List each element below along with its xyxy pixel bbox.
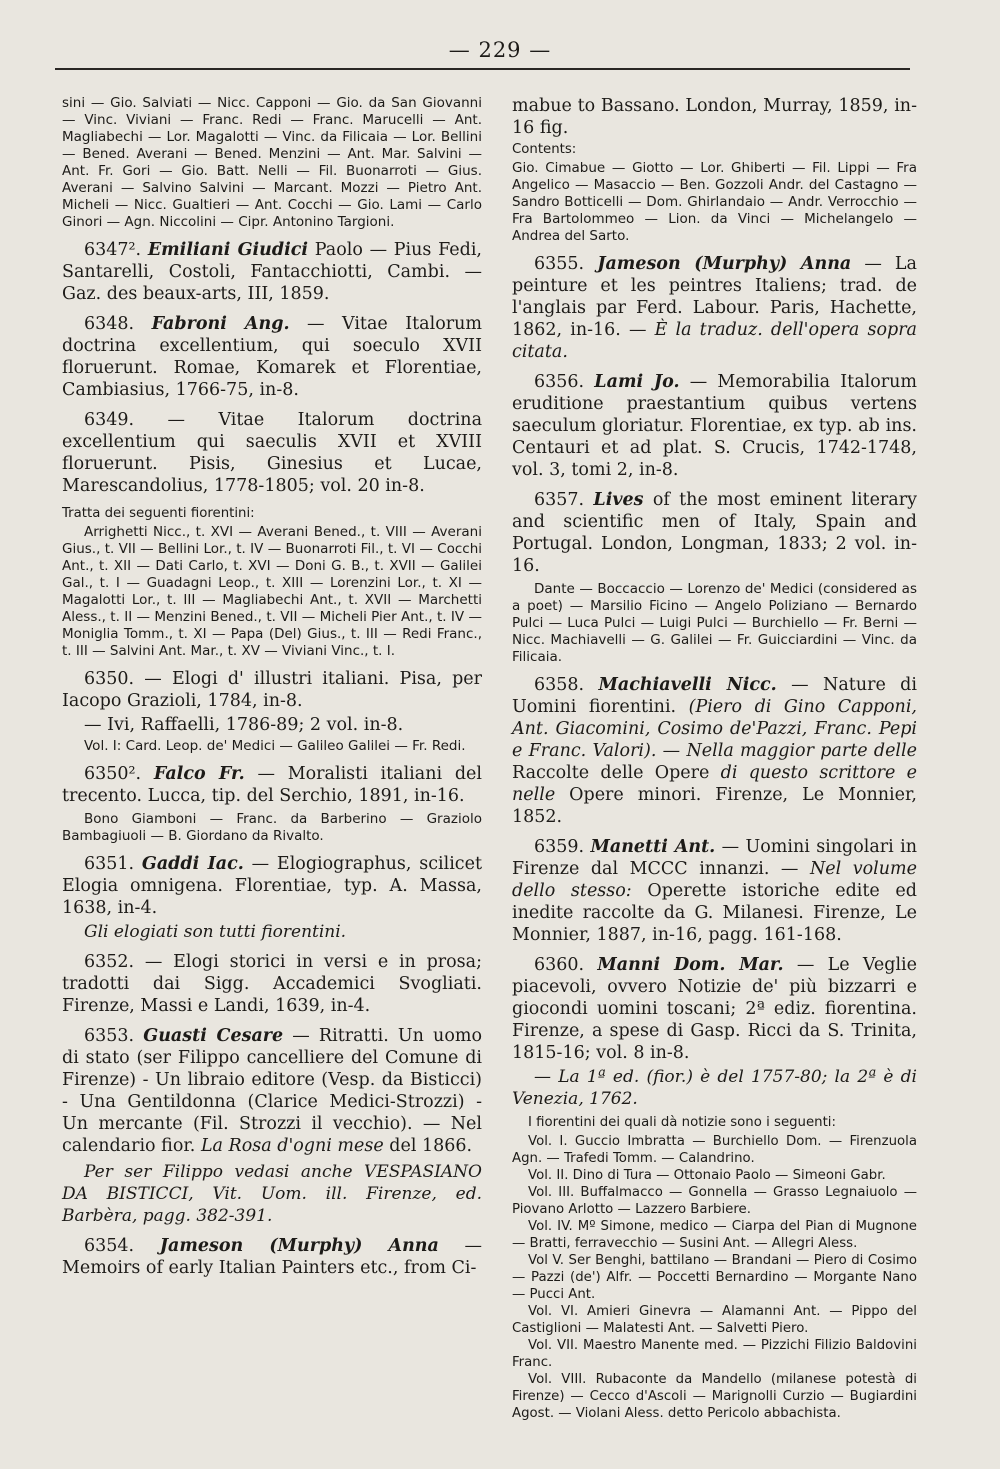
- entry-note: Gli elogiati son tutti fiorentini.: [84, 922, 347, 942]
- entry-italic: Nel volume dello stesso:: [512, 859, 917, 901]
- entry-number: 6360.: [534, 955, 585, 975]
- entry-text: — Elogiographus, scilicet Elogia omnigena. Florentiae, typ. A. Massa, 1638, in-4.: [62, 854, 482, 918]
- entry-text: — La peinture et les peintres Italiens; trad. de l'anglais par Ferd. Labour. Paris, Hachette, 1862, in-16. —: [512, 254, 917, 340]
- volume-item: Vol. III. Buffalmacco — Gonnella — Grasso Legnaiuolo — Piovano Arlotto — Lazzero Barbiere.: [512, 1185, 917, 1217]
- entry-6350-2: [62, 763, 482, 807]
- entry-number: 6354.: [84, 1236, 135, 1256]
- entry-note-heading: Contents:: [512, 142, 577, 157]
- volume-item: Vol. IV. Mº Simone, medico — Ciarpa del Pian di Mugnone — Bratti, ferravecchio — Susini Ant. — Allegri Aless.: [512, 1219, 917, 1251]
- volume-item: Vol. VIII. Rubaconte da Mandello (milanese potestà di Firenze) — Cecco d'Ascoli — Marignolli Curzio — Bugiardini Agost. — Violani Aless. detto Pericolo abbachista.: [512, 1372, 917, 1421]
- entry-italic: È la traduz. dell'opera sopra citata.: [512, 320, 917, 362]
- entry-number: 6351.: [84, 854, 135, 874]
- entry-text: — Le Veglie piacevoli, ovvero Notizie de' più bizzarri e giocondi uomini toscani; 2ª ediz. fiorentina. Firenze, a spese di Gasp. Ricci da S. Trinita, 1815-16; vol. 8 in-8.: [512, 955, 917, 1063]
- entry-number: 6353.: [84, 1026, 135, 1046]
- entry-italic: La Rosa d'ogni mese: [200, 1136, 384, 1156]
- entry-author: Lami Jo.: [594, 372, 680, 392]
- entry-text: — Ritratti. Un uomo di stato (ser Filippo cancelliere del Comune di Firenze) - Un libraio editore (Vesp. da Bisticci) - Una Gentildonna (Clarice Medici-Strozzi) - Un mercante (Fil. Strozzi il vecchio). — Nel calendario fior.: [62, 1026, 482, 1156]
- volume-item: Vol V. Ser Benghi, battilano — Brandani — Piero di Cosimo — Pazzi (de') Alfr. — Poccetti Bernardino — Morgante Nano — Pucci Ant.: [512, 1253, 917, 1302]
- entry-note-list: Arrighetti Nicc., t. XVI — Averani Bened., t. VIII — Averani Gius., t. VII — Bellini Lor., t. IV — Buonarroti Fil., t. VI — Cocchi Ant., t. XII — Dati Carlo, t. XVI — Doni G. B., t. XVII — Galilei Gal., t. I — Guadagni Leop., t. XIII — Lorenzini Lor., t. XI — Magalotti Lor., t. III — Magliabechi Ant., t. XVII — Marchetti Aless., t. II — Menzini Bened., t. VII — Micheli Pier Ant., t. IV — Moniglia Tomm., t. XI — Papa (Del) Gius., t. III — Redi Franc., t. III — Salvini Ant. Mar., t. XV — Viviani Vinc., t. I.: [62, 524, 482, 659]
- entry-author: Gaddi Iac.: [141, 854, 244, 874]
- volume-item: Vol. I. Guccio Imbratta — Burchiello Dom. — Firenzuola Agn. — Trafedi Tomm. — Calandrino.: [512, 1134, 917, 1166]
- entry-6356: [512, 371, 917, 481]
- entry-number: 6348.: [84, 314, 135, 334]
- entry-number: 6357.: [534, 490, 585, 510]
- right-column: [512, 95, 917, 1422]
- entry-note: Bono Giamboni — Franc. da Barberino — Graziolo Bambagiuoli — B. Giordano da Rivalto.: [62, 811, 482, 844]
- entry-text: Opere minori. Firenze, Le Monnier, 1852.: [512, 785, 917, 827]
- entry-6350-reprint: — Ivi, Raffaelli, 1786-89; 2 vol. in-8.: [84, 715, 404, 735]
- entry-text: of the most eminent literary and scientific men of Italy, Spain and Portugal. London, Longman, 1833; 2 vol. in-16.: [512, 490, 917, 576]
- page-number: — 229 —: [448, 38, 552, 62]
- entry-italic: (Piero di Gino Capponi, Ant. Giacomini, Cosimo de'Pazzi, Franc. Pepi e Franc. Valori). — Nella maggior parte delle: [512, 697, 917, 761]
- entry-6354: [62, 1235, 482, 1279]
- entry-text: Paolo — Pius Fedi, Santarelli, Costoli, Fantacchiotti, Cambi. — Gaz. des beaux-arts, III, 1859.: [62, 240, 482, 304]
- entry-number: 6349.: [84, 410, 135, 430]
- continuation-list: sini — Gio. Salviati — Nicc. Capponi — Gio. da San Giovanni — Vinc. Viviani — Franc. Redi — Franc. Marucelli — Ant. Magliabechi — Lor. Magalotti — Vinc. da Filicaia — Lor. Bellini — Bened. Averani — Bened. Menzini — Ant. Mar. Salvini — Ant. Fr. Gori — Gio. Batt. Nelli — Fil. Buonarroti — Gius. Averani — Salvino Salvini — Marcant. Mozzi — Pietro Ant. Micheli — Nicc. Gualtieri — Ant. Cocchi — Gio. Lami — Carlo Ginori — Agn. Niccolini — Cipr. Antonino Targioni.: [62, 95, 482, 230]
- header-rule: [55, 68, 910, 70]
- entry-6347-2: [62, 239, 482, 305]
- entry-note-heading: I fiorentini dei quali dà notizie sono i seguenti:: [528, 1115, 836, 1130]
- entry-text: — Vitae Italorum doctrina excellentium qui saeculis XVII et XVIII floruerunt. Pisis, Ginesius et Lucae, Marescandolius, 1778-1805; vol. 20 in-8.: [62, 410, 482, 496]
- entry-text: Raccolte delle Opere: [512, 763, 721, 783]
- entry-6360: [512, 954, 917, 1064]
- entry-6358: [512, 674, 917, 828]
- entry-note-list: Gio. Cimabue — Giotto — Lor. Ghiberti — Fil. Lippi — Fra Angelico — Masaccio — Ben. Gozzoli Andr. del Castagno — Sandro Botticelli — Dom. Ghirlandaio — Andr. Verrocchio — Fra Bartolommeo — Lion. da Vinci — Michelangelo — Andrea del Sarto.: [512, 160, 917, 244]
- entry-note: Vol. I: Card. Leop. de' Medici — Galileo Galilei — Fr. Redi.: [84, 738, 466, 754]
- entry-author: Machiavelli Nicc.: [598, 675, 777, 695]
- entry-6357: [512, 489, 917, 577]
- entry-6351: [62, 853, 482, 919]
- entry-text: — Elogi d' illustri italiani. Pisa, per Iacopo Grazioli, 1784, in-8.: [62, 669, 482, 711]
- volume-item: Vol. VI. Amieri Ginevra — Alamanni Ant. — Pippo del Castiglioni — Malatesti Ant. — Salvetti Piero.: [512, 1304, 917, 1336]
- entry-6350: [62, 668, 482, 712]
- left-column: [62, 95, 482, 1287]
- entry-6348: [62, 313, 482, 401]
- entry-6352: [62, 951, 482, 1017]
- entry-text: — Memorabilia Italorum eruditione praestantium quibus vertens saeculum gloriatur. Florentiae, ex typ. ab ins. Centauri et ad plat. S. Crucis, 1742-1748, vol. 3, tomi 2, in-8.: [512, 372, 917, 480]
- entry-number: 6350².: [84, 764, 142, 784]
- entry-number: 6356.: [534, 372, 585, 392]
- entry-author: Emiliani Giudici: [147, 240, 309, 260]
- entry-author: Guasti Cesare: [143, 1026, 284, 1046]
- entry-6354-continued: mabue to Bassano. London, Murray, 1859, in-16 fig.: [512, 96, 917, 138]
- entry-text: — Moralisti italiani del trecento. Lucca, tip. del Serchio, 1891, in-16.: [62, 764, 482, 806]
- volume-item: Vol. VII. Maestro Manente med. — Pizzichi Filizio Baldovini Franc.: [512, 1338, 917, 1370]
- entry-text: — Nature di Uomini fiorentini.: [512, 675, 917, 717]
- entry-note-heading: Tratta dei seguenti fiorentini:: [62, 506, 255, 521]
- entry-author: Lives: [593, 490, 644, 510]
- entry-note: Per ser Filippo vedasi anche VESPASIANO DA BISTICCI, Vit. Uom. ill. Firenze, ed. Barbèra, pagg. 382-391.: [62, 1162, 482, 1226]
- entry-number: 6350.: [84, 669, 135, 689]
- entry-text: — Memoirs of early Italian Painters etc., from Ci-: [62, 1236, 482, 1278]
- entry-number: 6352.: [84, 952, 135, 972]
- entry-number: 6359.: [534, 837, 585, 857]
- entry-author: Fabroni Ang.: [151, 314, 290, 334]
- entry-text: Operette istoriche edite ed inedite raccolte da G. Milanesi. Firenze, Le Monnier, 1887, in-16, pagg. 161-168.: [512, 881, 917, 945]
- entry-text: — Vitae Italorum doctrina excellentium, qui soeculo XVII floruerunt. Romae, Komarek et Florentiae, Cambiasius, 1766-75, in-8.: [62, 314, 482, 400]
- entry-6349: [62, 409, 482, 497]
- entry-author: Manni Dom. Mar.: [597, 955, 784, 975]
- entry-note: Dante — Boccaccio — Lorenzo de' Medici (considered as a poet) — Marsilio Ficino — Angelo Poliziano — Bernardo Pulci — Luca Pulci — Luigi Pulci — Burchiello — Fr. Berni — Nicc. Machiavelli — G. Galilei — Fr. Guicciardini — Vinc. da Filicaia.: [512, 581, 917, 665]
- entry-author: Jameson (Murphy) Anna: [159, 1236, 439, 1256]
- entry-number: 6355.: [534, 254, 585, 274]
- entry-6353: [62, 1025, 482, 1157]
- entry-text: del 1866.: [383, 1136, 473, 1156]
- entry-text: — Elogi storici in versi e in prosa; tradotti dai Sigg. Accademici Svogliati. Firenze, Massi e Landi, 1639, in-4.: [62, 952, 482, 1016]
- entry-author: Falco Fr.: [153, 764, 245, 784]
- entry-text: — Uomini singolari in Firenze dal MCCC innanzi. —: [512, 837, 917, 879]
- entry-6355: [512, 253, 917, 363]
- volume-list: [512, 1133, 917, 1422]
- entry-number: 6347².: [84, 240, 142, 260]
- entry-italic: di questo scrittore e nelle: [512, 763, 918, 805]
- entry-number: 6358.: [534, 675, 585, 695]
- entry-author: Jameson (Murphy) Anna: [597, 254, 852, 274]
- entry-6359: [512, 836, 917, 946]
- volume-item: Vol. II. Dino di Tura — Ottonaio Paolo — Simeoni Gabr.: [528, 1168, 886, 1183]
- entry-note: — La 1ª ed. (fior.) è del 1757-80; la 2ª è di Venezia, 1762.: [512, 1067, 917, 1109]
- entry-author: Manetti Ant.: [590, 837, 716, 857]
